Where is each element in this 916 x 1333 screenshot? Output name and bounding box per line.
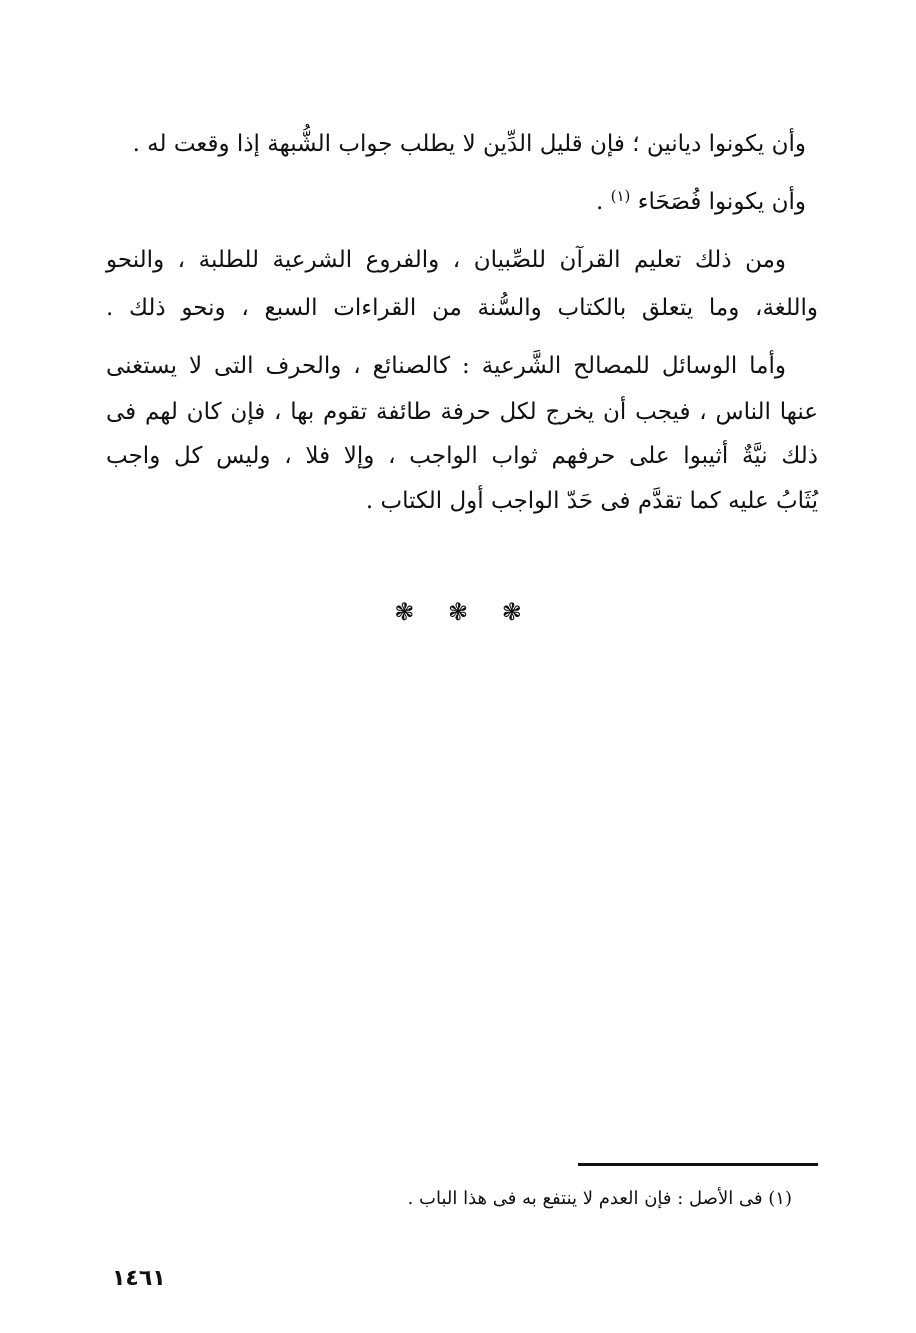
paragraph-1-line-2-end: . xyxy=(596,189,611,215)
paragraph-1-line-1: وأن يكونوا ديانين ؛ فإن قليل الدِّين لا يطلب جواب الشُّبهة إذا وقعت له . xyxy=(132,131,806,157)
footnote-reference[interactable]: (١) xyxy=(610,187,631,205)
paragraph-3-line-1: وأما الوسائل للمصالح الشَّرعية : كالصنائع ، والحرف التى لا يستغنى xyxy=(106,353,786,379)
footnote-divider xyxy=(578,1163,818,1166)
section-separator xyxy=(0,598,916,626)
paragraph-3-line-3: ذلك نيَّةٌ أثيبوا على حرفهم ثواب الواجب ، وإلا فلا ، وليس كل واجب xyxy=(106,443,818,469)
paragraph-2-line-1: ومن ذلك تعليم القرآن للصِّبيان ، والفروع الشرعية للطلبة ، والنحو xyxy=(106,247,786,273)
paragraph-1-line-2-text: وأن يكونوا فُصَحَاء xyxy=(637,189,806,215)
paragraph-2-line-2: واللغة، وما يتعلق بالكتاب والسُّنة من القراءات السبع ، ونحو ذلك . xyxy=(106,295,818,321)
separator-star-icon: ❃ xyxy=(447,598,469,626)
separator-star-icon: ❃ xyxy=(394,598,415,626)
paragraph-3-line-4: يُثَابُ عليه كما تقدَّم فى حَدّ الواجب أول الكتاب . xyxy=(365,488,818,514)
paragraph-1-line-2 xyxy=(106,186,806,220)
separator-star-icon: ❃ xyxy=(501,598,522,626)
footnote-text: (١) فى الأصل : فإن العدم لا ينتفع به فى هذا الباب . xyxy=(407,1188,792,1209)
page-number: ١٤٦١ xyxy=(112,1266,166,1291)
paragraph-3-line-2: عنها الناس ، فيجب أن يخرج لكل حرفة طائفة تقوم بها ، فإن كان لهم فى xyxy=(106,399,818,425)
